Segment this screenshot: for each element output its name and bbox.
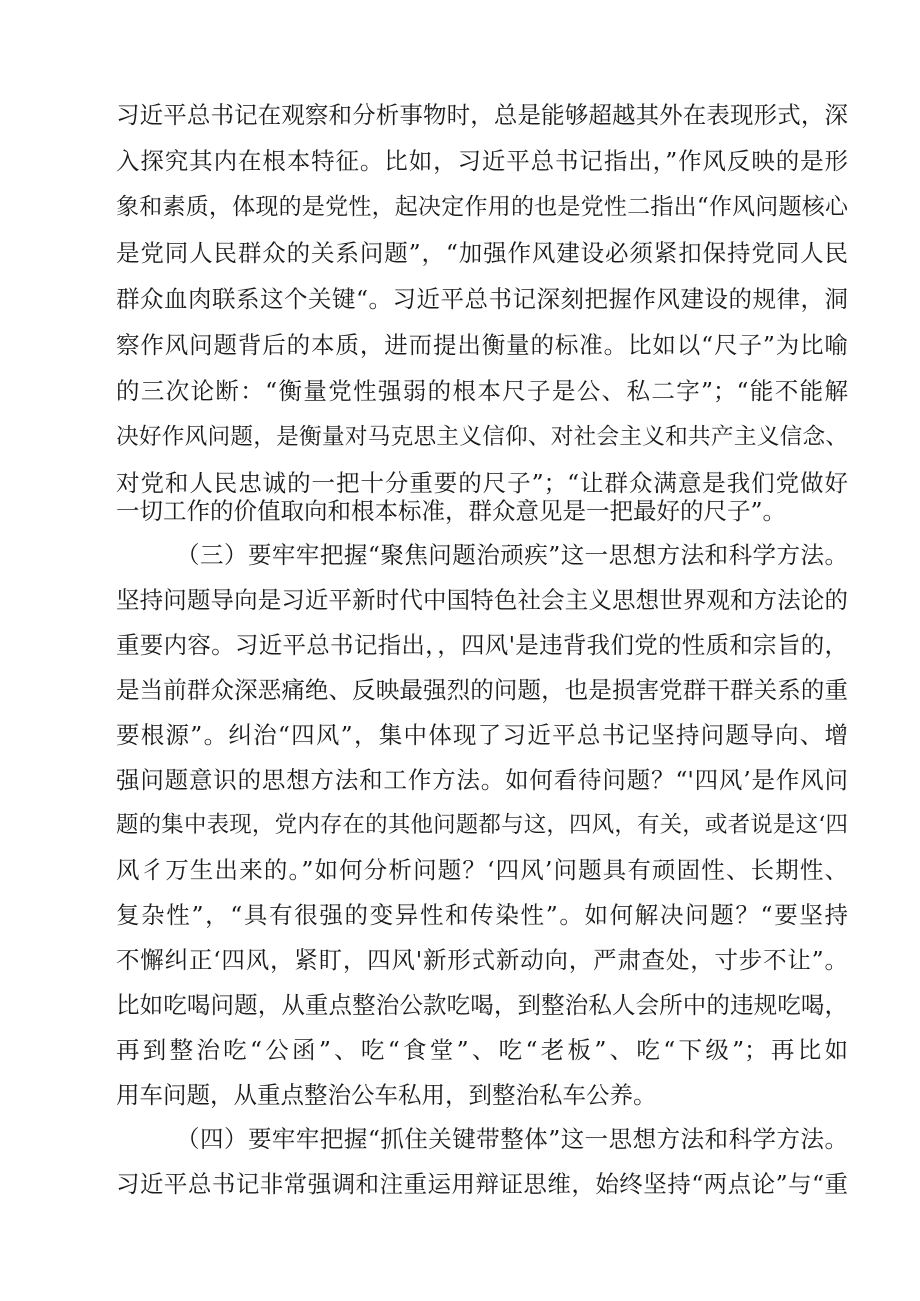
text-line: 用车问题，从重点整治公车私用，到整治私车公养。 — [116, 1081, 657, 1109]
text-line: 要根源”。纠治“四风”，集中体现了习近平总书记坚持问题导向、增 — [116, 721, 848, 749]
section-heading-4: （四）要牢牢把握“抓住关键带整体”这一思想方法和科学方法。 — [176, 1125, 848, 1153]
text-line: 题的集中表现，党内存在的其他问题都与这，四风，有关，或者说是这‘四 — [116, 812, 848, 838]
text-line: 习近平总书记非常强调和注重运用辩证思维，始终坚持“两点论”与“重 — [116, 1170, 848, 1198]
text-line: 察作风问题背后的本质，进而提出衡量的标准。比如以“尺子”为比喻 — [116, 331, 848, 359]
text-line: 决好作风问题，是衡量对马克思主义信仰、对社会主义和共产主义信念、 — [116, 424, 848, 450]
text-line: 不懈纠正‘四风，紧盯，四风'新形式新动向，严肃查处，寸步不让”。 — [116, 946, 848, 974]
text-line: 习近平总书记在观察和分析事物时，总是能够超越其外在表现形式，深 — [116, 101, 848, 129]
text-line: 的三次论断：“衡量党性强弱的根本尺子是公、私二字”；“能不能解 — [116, 377, 848, 405]
text-line: 是党同人民群众的关系问题”，“加强作风建设必须紧扣保持党同人民 — [116, 239, 848, 267]
section-heading-3: （三）要牢牢把握“聚焦问题治顽疾”这一思想方法和科学方法。 — [176, 541, 848, 569]
text-line: 一切工作的价值取向和根本标准，群众意见是一把最好的尺子”。 — [116, 497, 787, 525]
text-line: 象和素质，体现的是党性，起决定作用的也是党性二指出“作风问题核心 — [116, 194, 848, 220]
text-line: 比如吃喝问题，从重点整治公款吃喝，到整治私人会所中的违规吃喝， — [116, 991, 848, 1019]
text-line: 是当前群众深恶痛绝、反映最强烈的问题，也是损害党群干群关系的重 — [116, 676, 848, 704]
text-line: 群众血肉联系这个关键“。习近平总书记深刻把握作风建设的规律，洞 — [116, 285, 848, 313]
text-line: 入探究其内在根本特征。比如，习近平总书记指出，”作风反映的是形 — [116, 147, 848, 175]
text-line: 强问题意识的思想方法和工作方法。如何看待问题？“'四风’是作风问 — [116, 766, 848, 794]
text-line: 复杂性”，“具有很强的变异性和传染性”。如何解决问题？“要坚持 — [116, 901, 848, 929]
text-line: 再到整治吃“公函”、吃“食堂”、吃“老板”、吃“下级”；再比如 — [116, 1036, 848, 1064]
text-line: 重要内容。习近平总书记指出，，四风'是违背我们党的性质和宗旨的， — [116, 631, 848, 659]
text-line: 坚持问题导向是习近平新时代中国特色社会主义思想世界观和方法论的 — [116, 586, 848, 614]
text-line: 对党和人民忠诚的一把十分重要的尺子”；“让群众满意是我们党做好 — [116, 469, 848, 497]
text-line: 风彳万生出来的。”如何分析问题？‘四风’问题具有顽固性、长期性、 — [116, 856, 848, 884]
